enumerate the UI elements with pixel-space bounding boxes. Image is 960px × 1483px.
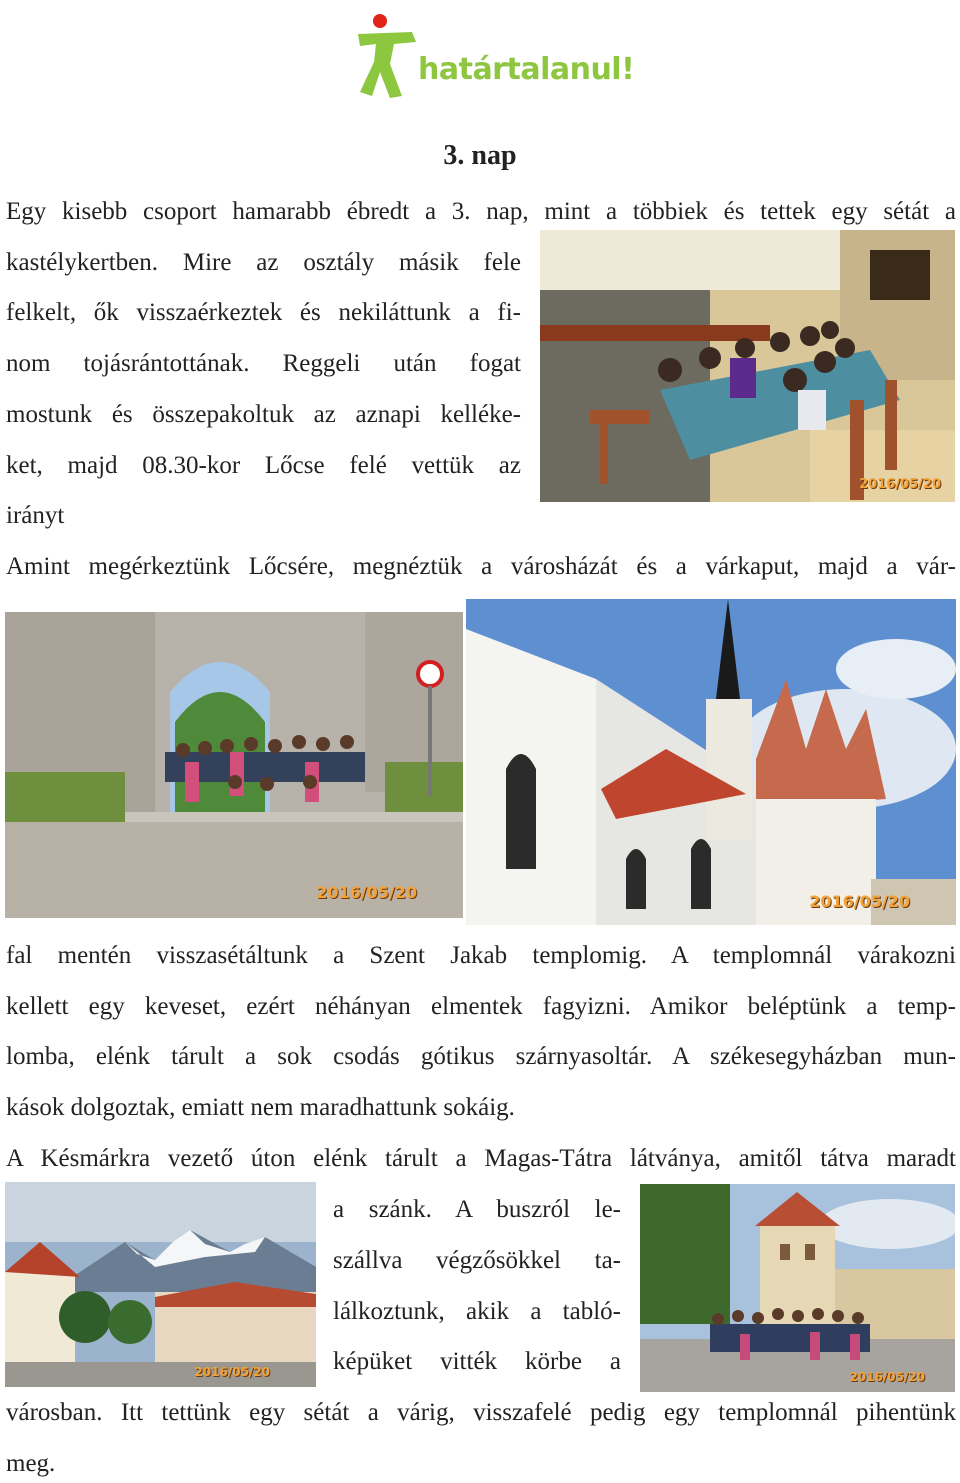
church-photo — [466, 599, 956, 925]
para2-line4: lomba, elénk tárult a sok csodás gótikus szárnyasoltár. A székesegyházban mun- — [6, 1043, 956, 1070]
church-photo-date: 2016/05/20 — [809, 892, 910, 911]
para2-line1: Amint megérkeztünk Lőcsére, megnéztük a városházát és a várkaput, majd a vár- — [6, 553, 956, 580]
para2-line2: fal mentén visszasétáltunk a Szent Jakab templomig. A templomnál várakozni — [6, 942, 956, 969]
castle-photo-date: 2016/05/20 — [849, 1370, 925, 1384]
para3-line7: meg. — [6, 1450, 56, 1477]
town-gate-photo — [5, 612, 463, 918]
para3-line2: a szánk. A buszról le- — [333, 1196, 621, 1223]
para1-line5: mostunk és összepakoltuk az aznapi kelléke- — [6, 401, 521, 428]
para2-line3: kellett egy keveset, ezért néhányan elmentek fagyizni. Amikor beléptünk a temp- — [6, 993, 956, 1020]
para1-line1: Egy kisebb csoport hamarabb ébredt a 3. nap, mint a többiek és tettek egy sétát a — [6, 198, 956, 225]
hatartalanul-logo — [350, 12, 635, 102]
tatra-mountains-photo — [5, 1182, 316, 1387]
para1-line7: irányt — [6, 502, 65, 529]
para1-line4: nom tojásrántottának. Reggeli után fogat — [6, 350, 521, 377]
para2-line5: kások dolgoztak, emiatt nem maradhattunk sokáig. — [6, 1094, 515, 1121]
gate-photo-date: 2016/05/20 — [316, 883, 417, 902]
para3-line5: képüket vitték körbe a — [333, 1348, 621, 1375]
logo-wordmark: határtalanul! — [418, 52, 635, 87]
para3-line4: lálkoztunk, akik a tabló- — [333, 1298, 621, 1325]
para1-line6: ket, majd 08.30-kor Lőcse felé vettük az — [6, 452, 521, 479]
mountains-photo-date: 2016/05/20 — [194, 1365, 270, 1379]
para1-line2: kastélykertben. Mire az osztály másik fele — [6, 249, 521, 276]
para3-line6: városban. Itt tettünk egy sétát a várig, visszafelé pedig egy templomnál pihentünk — [6, 1399, 956, 1426]
para3-line3: szállva végzősökkel ta- — [333, 1247, 621, 1274]
kezmarok-castle-photo — [640, 1184, 955, 1392]
para1-line3: felkelt, ők visszaérkeztek és nekiláttunk a fi- — [6, 299, 521, 326]
dining-photo-date: 2016/05/20 — [859, 477, 941, 492]
page-title: 3. nap — [443, 140, 517, 171]
dining-photo — [540, 230, 955, 502]
para3-line1: A Késmárkra vezető úton elénk tárult a Magas-Tátra látványa, amitől tátva maradt — [6, 1145, 956, 1172]
